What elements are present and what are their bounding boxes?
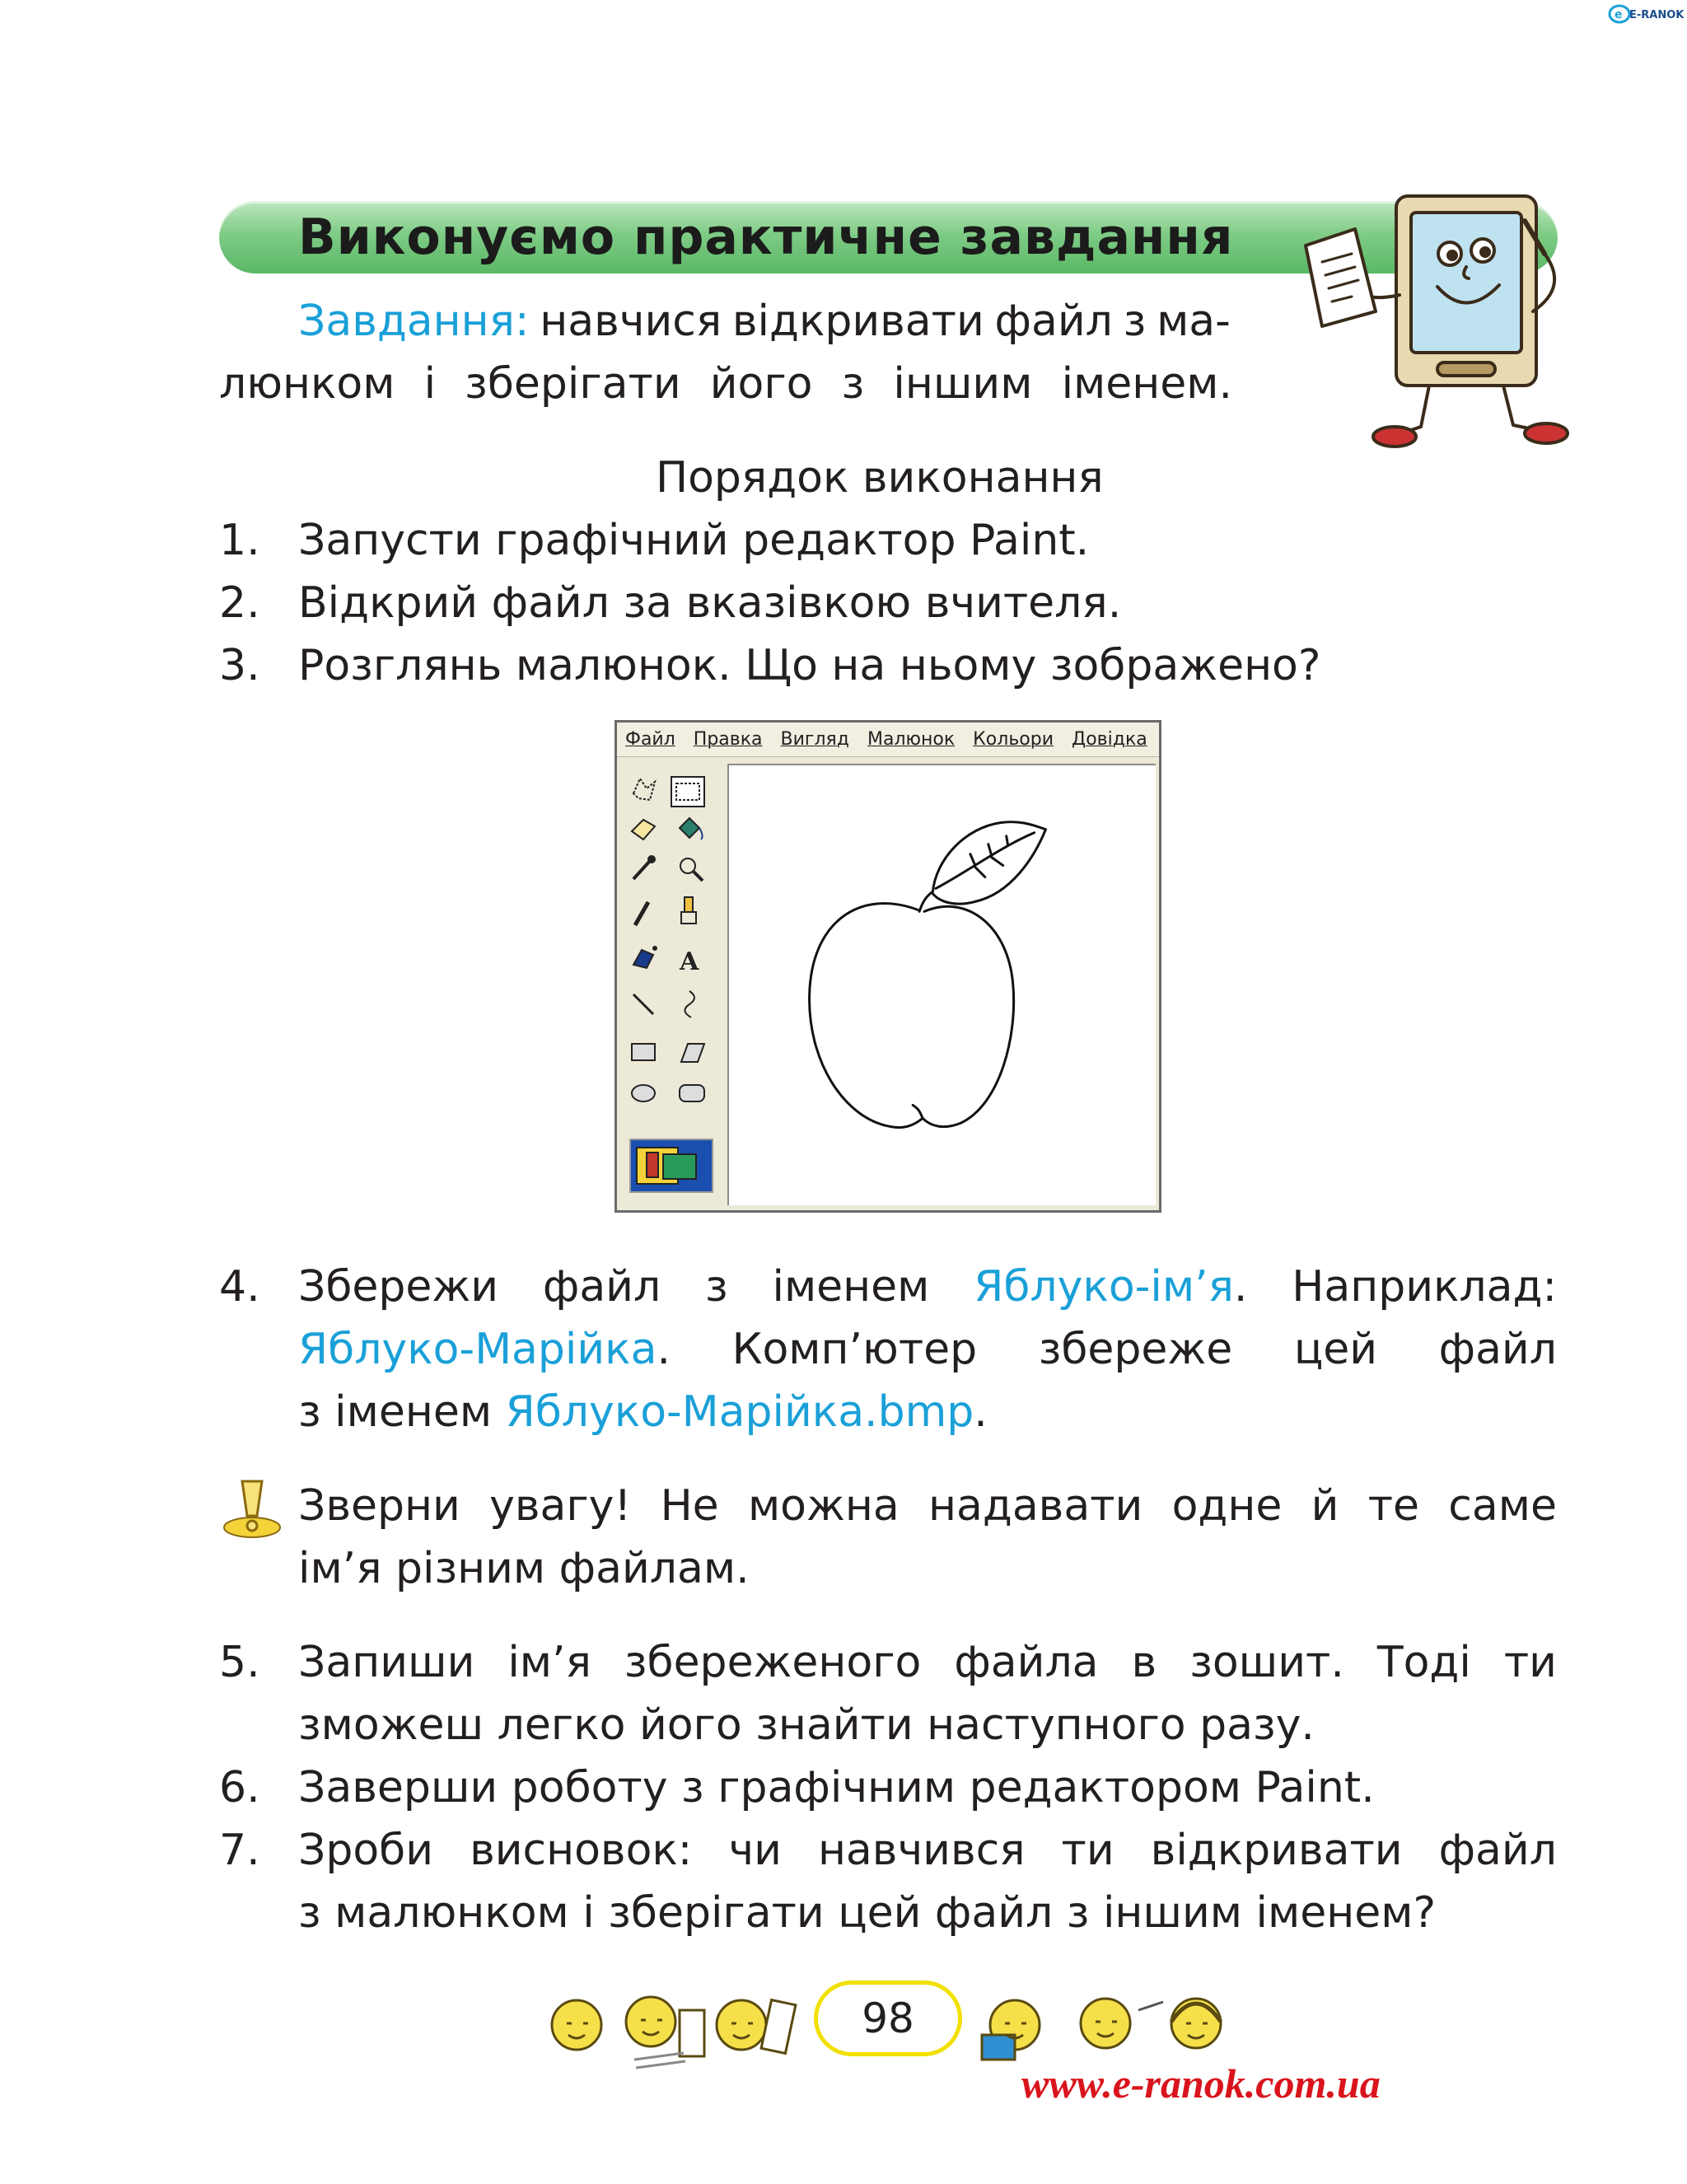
step-number: 2. (219, 578, 260, 628)
step-word: цей (1293, 1325, 1378, 1374)
note-word: Не (660, 1481, 719, 1531)
polygon-icon[interactable] (681, 1044, 704, 1062)
step-7-line-1 (298, 1819, 1557, 1882)
step-word: файл (1438, 1325, 1557, 1374)
step-word: з (705, 1262, 728, 1312)
menu-help[interactable]: Довідка (1072, 729, 1147, 750)
step-word: ім’я (507, 1638, 591, 1687)
task-word: і (423, 359, 437, 409)
page-title: Виконуємо практичне завдання (298, 208, 1234, 266)
step-word: Наприклад: (1292, 1262, 1557, 1312)
note-word: те (1367, 1481, 1419, 1531)
menu-file[interactable]: Файл (625, 729, 675, 750)
step-word: Зроби (298, 1826, 434, 1875)
punctuation: . (657, 1325, 671, 1374)
task-word: іншим (893, 359, 1033, 409)
tablet-mascot-illustration (1297, 188, 1569, 451)
step-4-line-2 (298, 1318, 1557, 1381)
note-word: одне (1171, 1481, 1283, 1531)
order-title: Порядок виконання (656, 453, 1104, 503)
step-number: 6. (219, 1763, 260, 1812)
note-word: й (1311, 1481, 1339, 1531)
svg-text:e: e (1615, 8, 1623, 21)
step-text: зможеш легко його знайти наступного разу. (298, 1700, 1315, 1750)
rounded-rect-icon[interactable] (680, 1085, 704, 1101)
step-word: чи (728, 1826, 782, 1875)
step-word: в (1131, 1638, 1157, 1687)
note-word: Зверни (298, 1481, 460, 1531)
menu-edit[interactable]: Правка (693, 729, 763, 750)
step-4-line-1 (298, 1256, 1557, 1318)
curve-icon[interactable] (685, 991, 694, 1017)
step-word: відкривати (1150, 1826, 1403, 1875)
task-word: ма- (1157, 297, 1231, 346)
menu-image[interactable]: Малюнок (867, 729, 956, 750)
rect-select-icon[interactable] (671, 777, 704, 807)
step-word: збереже (1038, 1325, 1233, 1374)
step-word: Збережи (298, 1262, 499, 1312)
pencil-icon[interactable] (635, 902, 648, 925)
svg-text:E-RANOK: E-RANOK (1629, 9, 1684, 21)
step-word: Запиши (298, 1638, 475, 1687)
fill-icon[interactable] (680, 818, 703, 839)
task-word: з (841, 359, 865, 409)
task-word: люнком (219, 359, 395, 409)
step-word: зошит. (1189, 1638, 1344, 1687)
step-word: висновок: (470, 1826, 693, 1875)
ranok-logo (1608, 3, 1684, 25)
apple-drawing (810, 822, 1046, 1128)
file-name-example: Яблуко-Марійка (298, 1325, 657, 1374)
ellipse-icon[interactable] (632, 1085, 655, 1101)
step-word: Тоді (1376, 1638, 1471, 1687)
step-word: Комп’ютер (731, 1325, 978, 1374)
brush-icon[interactable] (681, 897, 696, 924)
line-icon[interactable] (633, 994, 653, 1014)
step-text: Відкрий файл за вказівкою вчителя. (298, 578, 1122, 628)
paint-toolbox (622, 764, 721, 1205)
cartoon-characters-left-illustration (544, 1977, 807, 2076)
step-text: з іменем (298, 1387, 506, 1437)
magnifier-icon[interactable] (680, 858, 703, 881)
attention-line-1 (298, 1475, 1557, 1537)
fill-style-icon (630, 1139, 713, 1192)
step-word: збереженого (624, 1638, 922, 1687)
step-text: з малюнком і зберігати цей файл з іншим іменем? (298, 1888, 1437, 1938)
note-word: надавати (928, 1481, 1143, 1531)
publisher-url[interactable]: www.e-ranok.com.ua (1021, 2060, 1381, 2107)
task-word: файл (994, 297, 1113, 346)
task-line-2 (219, 353, 1232, 415)
task-word: з (1123, 297, 1147, 346)
step-text: Запусти графічний редактор Paint. (298, 516, 1090, 565)
task-line-1 (298, 290, 1231, 353)
free-select-icon[interactable] (633, 779, 655, 800)
step-number: 1. (219, 516, 260, 565)
task-label: Завдання: (298, 297, 530, 346)
file-name-with-extension: Яблуко-Марійка.bmp (505, 1387, 974, 1437)
note-word: можна (747, 1481, 900, 1531)
step-4-line-3 (298, 1381, 988, 1443)
step-word: файл (542, 1262, 661, 1312)
airbrush-icon[interactable] (633, 947, 657, 968)
eraser-icon[interactable] (632, 820, 655, 839)
text-tool-icon[interactable]: A (680, 947, 699, 976)
step-word: ти (1503, 1638, 1557, 1687)
punctuation: . (974, 1387, 988, 1437)
task-word: зберігати (465, 359, 681, 409)
step-word: файл (1438, 1826, 1557, 1875)
step-word: файла (954, 1638, 1099, 1687)
file-name-template: Яблуко-ім’я (974, 1262, 1234, 1312)
note-text: ім’я різним файлам. (298, 1544, 750, 1593)
step-number: 7. (219, 1826, 260, 1875)
step-number: 3. (219, 641, 260, 690)
step-5-line-1 (298, 1631, 1557, 1694)
rectangle-icon[interactable] (632, 1044, 655, 1060)
menu-colors[interactable]: Кольори (973, 729, 1054, 750)
page-number: 98 (814, 1981, 962, 2056)
step-number: 4. (219, 1262, 260, 1312)
task-word: відкривати (731, 297, 984, 346)
attention-exclamation-icon (219, 1475, 285, 1541)
step-word: ти (1061, 1826, 1115, 1875)
step-text: Заверши роботу з графічним редактором Paint. (298, 1763, 1375, 1812)
paint-menubar (617, 723, 1159, 757)
task-word: іменем. (1061, 359, 1232, 409)
step-text: Розглянь малюнок. Що на ньому зображено? (298, 641, 1321, 690)
step-number: 5. (219, 1638, 260, 1687)
task-word: його (709, 359, 813, 409)
menu-view[interactable]: Вигляд (780, 729, 849, 750)
color-picker-icon[interactable] (633, 856, 655, 879)
paint-window (615, 720, 1161, 1213)
note-word: саме (1448, 1481, 1557, 1531)
paint-canvas[interactable] (727, 764, 1156, 1205)
punctuation: . (1233, 1262, 1248, 1312)
note-word: увагу! (489, 1481, 632, 1531)
task-word: навчися (540, 297, 722, 346)
step-word: іменем (772, 1262, 930, 1312)
step-word: навчився (817, 1826, 1026, 1875)
